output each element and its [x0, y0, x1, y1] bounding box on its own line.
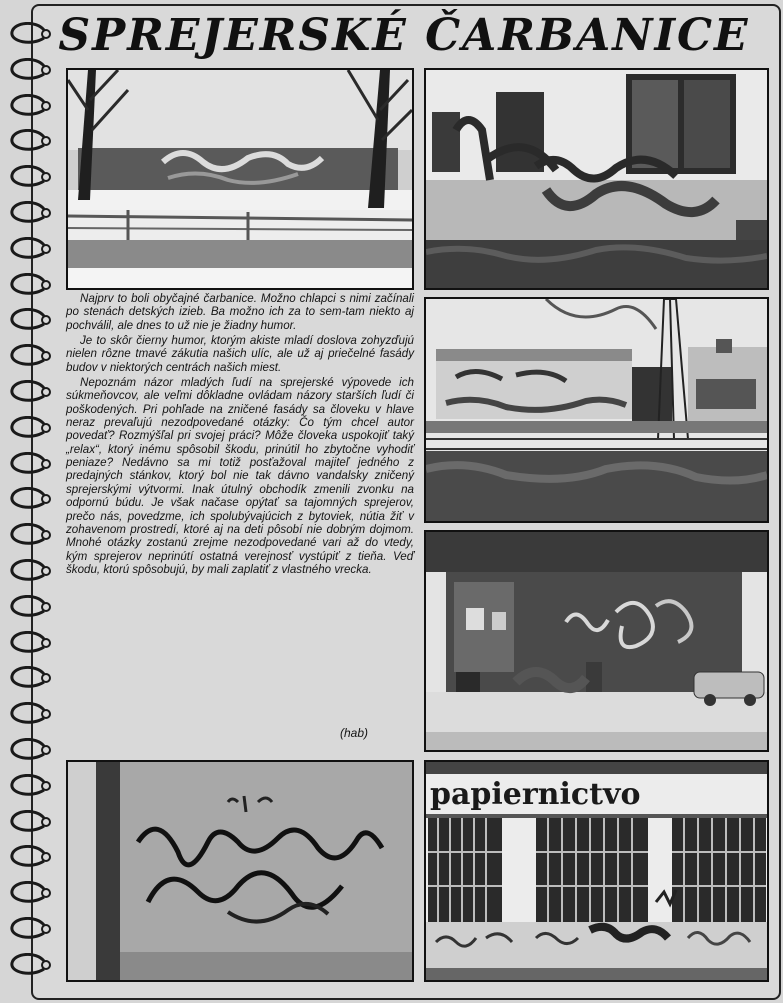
- spiral-ring: [6, 559, 52, 583]
- spiral-ring: [6, 917, 52, 941]
- spiral-ring: [6, 702, 52, 726]
- spiral-ring: [6, 94, 52, 118]
- photo-stationery-shop: [424, 760, 769, 982]
- spiral-ring: [6, 487, 52, 511]
- spiral-ring: [6, 416, 52, 440]
- spiral-binding: [0, 22, 58, 992]
- spiral-ring: [6, 845, 52, 869]
- photo-railway-wall: [424, 297, 769, 523]
- paragraph-1: Najprv to boli obyčajné čarbanice. Možno chlapci s nimi začínali po stenách detských izieb. Ba možno ich za to sem-tam niekto aj pochválil, ale dnes to už nie je žiadny humor.: [66, 292, 414, 332]
- spiral-ring: [6, 523, 52, 547]
- spiral-ring: [6, 774, 52, 798]
- spiral-ring: [6, 344, 52, 368]
- spiral-ring: [6, 273, 52, 297]
- paragraph-3: Nepoznám názor mladých ľudí na sprejerské výpovede ich súkmeňovcov, ale veľmi dôkladne ovládam názory starších ľudí či poškodených. Pri pohľade na zničené fasády sa človeku v hlave neraz prevaľujú nezodpovedané otázky: Čo tým chcel autor povedať? Rozmýšľal pri svojej práci? Môže človeka uspokojiť taký „relax“, ktorý inému spôsobil škodu, prinútil ho zbytočne vyhodiť peniaze? Nedávno sa mi totiž posťažoval majiteľ jedného z predajných stánkov, ktorý bol nie tak dávno vandalsky zničený sprejerskými výtvormi. Inak útulný obchodík zmenili zvonku na odpornú búdu. Je však načase opýtať sa tajomných sprejerov, prečo nás, povedzme, ich spolubývajúcich z bytoviek, nútia žiť v zohavenom prostredí, ktoré aj na deti pôsobí nie dobrým dojmom. Mnohé otázky zostanú zrejme nezodpovedané vari až do vtedy, kým sprejerov neprinútí ostatná verejnosť vystúpiť z tieňa. Veď škodu, ktorú spôsobujú, by mali zaplatiť z vlastného vrecka.: [66, 376, 414, 576]
- photo-snowy-fence: [66, 68, 414, 290]
- spiral-ring: [6, 201, 52, 225]
- spiral-ring: [6, 631, 52, 655]
- spiral-ring: [6, 666, 52, 690]
- spiral-ring: [6, 738, 52, 762]
- spiral-ring: [6, 237, 52, 261]
- spiral-ring: [6, 308, 52, 332]
- shop-sign: papiernictvo: [430, 777, 641, 812]
- spiral-ring: [6, 452, 52, 476]
- spiral-ring: [6, 953, 52, 977]
- spiral-ring: [6, 129, 52, 153]
- author-signature: (hab): [340, 726, 369, 740]
- spiral-ring: [6, 810, 52, 834]
- photo-building-graffiti: [424, 68, 769, 290]
- spiral-ring: [6, 165, 52, 189]
- article-body: [66, 292, 414, 752]
- article-title: SPREJERSKÉ ČARBANICE: [58, 10, 750, 61]
- paragraph-2: Je to skôr čierny humor, ktorým akiste mladí doslova zohyzďujú nielen rôzne tmavé zákutia našich ulíc, ale už aj priečelné fasády budov v niektorých centrách našich miest.: [66, 334, 414, 374]
- spiral-ring: [6, 881, 52, 905]
- spiral-ring: [6, 595, 52, 619]
- photo-tagged-wall: [66, 760, 414, 982]
- photo-kiosk: [424, 530, 769, 752]
- spiral-ring: [6, 380, 52, 404]
